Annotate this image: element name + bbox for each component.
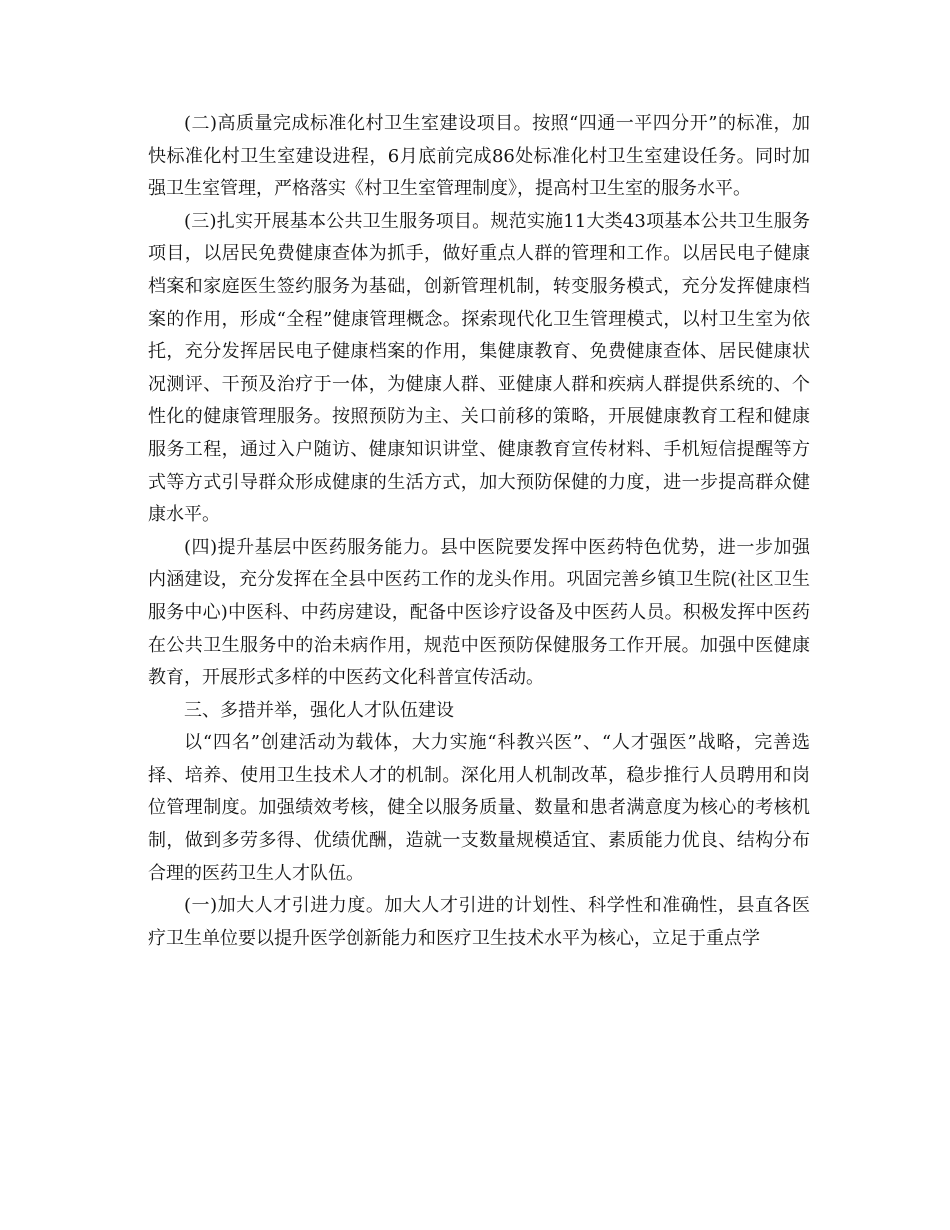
paragraph-public-health-services: (三)扎实开展基本公共卫生服务项目。规范实施11大类43项基本公共卫生服务项目，以居民免费健康查体为抓手，做好重点人群的管理和工作。以居民电子健康档案和家庭医生签约服务为基础，创新管理机制，转变服务模式，充分发挥健康档案的作用，形成“全程”健康管理概念。探索现代化卫生管理模式，以村卫生室为依托，充分发挥居民电子健康档案的作用，集健康教育、免费健康查体、居民健康状况测评、干预及治疗于一体，为健康人群、亚健康人群和疾病人群提供系统的、个性化的健康管理服务。按照预防为主、关口前移的策略，开展健康教育工程和健康服务工程，通过入户随访、健康知识讲堂、健康教育宣传材料、手机短信提醒等方式等方式引导群众形成健康的生活方式，加大预防保健的力度，进一步提高群众健康水平。 [148,210,810,526]
paragraph-talent-strategy: 以“四名”创建活动为载体，大力实施“科教兴医”、“人才强医”战略，完善选择、培养、使用卫生技术人才的机制。深化用人机制改革，稳步推行人员聘用和岗位管理制度。加强绩效考核，健全以服务质量、数量和患者满意度为核心的考核机制，做到多劳多得、优绩优酬，造就一支数量规模适宜、素质能力优良、结构分布合理的医药卫生人才队伍。 [148,732,810,884]
paragraph-talent-recruitment: (一)加大人才引进力度。加大人才引进的计划性、科学性和准确性，县直各医疗卫生单位要以提升医学创新能力和医疗卫生技术水平为核心，立足于重点学 [148,895,810,949]
document-page [148,108,810,955]
paragraph-village-clinic: (二)高质量完成标准化村卫生室建设项目。按照“四通一平四分开”的标准，加快标准化村卫生室建设进程，6月底前完成86处标准化村卫生室建设任务。同时加强卫生室管理，严格落实《村卫生室管理制度》，提高村卫生室的服务水平。 [148,113,810,200]
paragraph-tcm-capacity: (四)提升基层中医药服务能力。县中医院要发挥中医药特色优势，进一步加强内涵建设，充分发挥在全县中医药工作的龙头作用。巩固完善乡镇卫生院(社区卫生服务中心)中医科、中药房建设，配备中医诊疗设备及中医药人员。积极发挥中医药在公共卫生服务中的治未病作用，规范中医预防保健服务工作开展。加强中医健康教育，开展形式多样的中医药文化科普宣传活动。 [148,536,810,689]
section-heading-talent: 三、多措并举，强化人才队伍建设 [184,699,454,721]
